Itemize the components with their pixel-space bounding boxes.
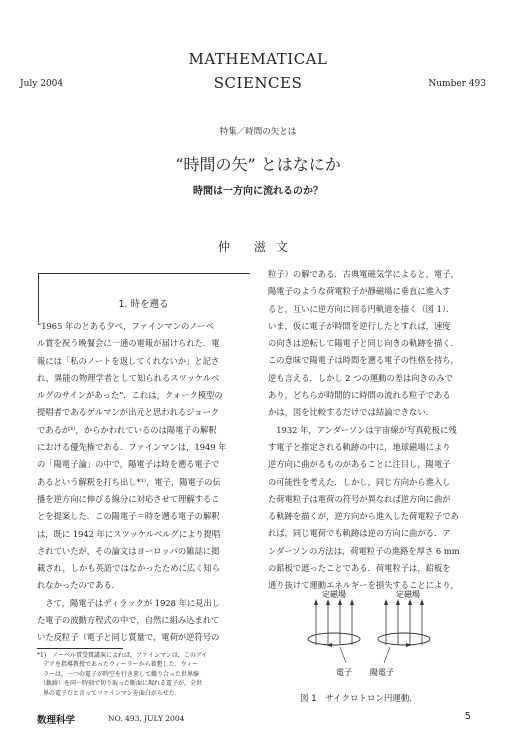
- journal-title-line1: MATHEMATICAL: [188, 50, 328, 68]
- body-text-line: ルグのサインがあった”．これは，クォーク模型の: [37, 390, 223, 401]
- page-number: 5: [464, 711, 471, 722]
- figure-label-electron: 電子: [336, 668, 352, 677]
- body-text-line: の鉛板で遮ったことである．荷電粒子は，鉛板を: [268, 563, 451, 574]
- body-text-line: れなかったのである．: [37, 580, 120, 591]
- body-text-line: の向きは逆転して陽電子と同じ向きの軌跡を描く．: [268, 338, 459, 349]
- body-text-line: 通り抜けて運動エネルギーを損失することにより，: [268, 580, 459, 591]
- body-text-line: す電子と推定される軌跡の中に，地球磁場により: [268, 441, 451, 452]
- footnote-line: 界の電子だと言ってファインマンを面白がらせた．: [37, 689, 181, 697]
- footnote-line: ラーは，一つの電子が時空を行き来して織り合った世界線: [37, 670, 200, 678]
- body-text-line: は，既に 1942 年にスツッケルベルグにより提唱: [37, 528, 221, 539]
- body-text-line: た荷電粒子は電荷の符号が異なれば逆方向に曲が: [268, 493, 451, 504]
- figure-label-left: 定磁場: [322, 590, 346, 599]
- body-text-line: いま，仮に電子が時間を逆行したとすれば，速度: [268, 320, 451, 331]
- footer-issue: NO. 493, JULY 2004: [108, 714, 185, 723]
- body-text-line: されていたが，その論文はヨーロッパの雑誌に掲: [37, 545, 220, 556]
- body-text-line: れ，異能の物理学者として知られるスツッケルベ: [37, 372, 220, 383]
- body-text-line: の可能性を考えた．しかし，同じ方向から進入し: [268, 476, 451, 487]
- body-text-line: あり，どちらが時間的に時間の流れる粒子である: [268, 390, 451, 401]
- body-column-right: [268, 266, 482, 595]
- footnote-line: デアを指導教授であったウィーラーから着想した．ウィー: [37, 661, 199, 669]
- body-text-line: 逆も言える．しかし 2 つの運動の差は向きのみで: [268, 372, 453, 383]
- figure-cyclotron: [280, 583, 480, 701]
- body-text-line: さて，陽電子はディラックが 1928 年に見出し: [37, 597, 221, 608]
- body-text-line: ンダーソンの方法は，荷電粒子の進路を厚さ 6 mm: [268, 545, 460, 556]
- author-name: 仲 滋文: [218, 240, 298, 254]
- body-text-line: この意味で陽電子は時間を遡る電子の性格を持ち，: [268, 355, 459, 366]
- body-text-line: かは，図を比較するだけでは結論できない．: [268, 407, 434, 418]
- figure-label-right: 定磁場: [396, 590, 420, 599]
- electron-direction-arrow: [326, 643, 332, 647]
- body-text-line: 逆方向に曲がるものがあることに注目し，陽電子: [268, 459, 451, 470]
- body-text-line: における優先権である．ファインマンは，1949 年: [37, 442, 227, 453]
- body-text-line: る軌跡を描くが，逆方向から進入した荷電粒子であ: [268, 511, 459, 522]
- body-text-line: 播を逆方向に伸びる線分に対応させて理解するこ: [37, 493, 220, 504]
- body-text-line: の「陽電子論」の中で，陽電子は時を遡る電子で: [37, 459, 220, 470]
- body-text-line: あるという解釈を打ち出し*¹⁾，電子，陽電子の伝: [37, 476, 221, 487]
- footer-journal: 数理科学: [37, 715, 76, 726]
- body-text-line: 陽電子のような荷電粒子が静磁場に垂直に進入す: [268, 286, 451, 297]
- body-text-line: ル賞を祝う晩餐会に一通の電報が届けられた．電: [37, 338, 220, 349]
- body-text-line: 載され，しかも英語ではなかったために広く知ら: [37, 563, 221, 574]
- body-text-line: た電子の波動方程式の中で，自然に組み込まれて: [37, 615, 220, 626]
- field-arrowheads: [314, 599, 424, 605]
- body-text-line: 提唱者であるゲルマンが出元と思われるジョーク: [37, 407, 220, 418]
- body-text-line: 報には「私のノートを返してくれないか」と記さ: [37, 355, 220, 366]
- journal-title-line2: SCIENCES: [213, 74, 303, 92]
- footnote-line: （軌跡）を同一時刻で切り取った断面に現れる電子が，全世: [37, 680, 203, 688]
- body-text-line: であるが¹⁾，からかわれているのは陽電子の解釈: [37, 424, 217, 435]
- issue-date: July 2004: [20, 79, 64, 89]
- magnetic-field-lines: [316, 603, 422, 645]
- figure-label-positron: 陽電子: [370, 668, 394, 677]
- body-text-line: “1965 年のとある夕べ，ファインマンのノーベ: [37, 321, 214, 331]
- section-heading: 1. 時を遡る: [118, 299, 169, 310]
- body-column-left: [37, 318, 251, 647]
- body-text-line: 粒子）の解である．古典電磁気学によると，電子，: [268, 269, 459, 279]
- article-subtitle: 時間は一方向に流れるのか？: [193, 186, 323, 197]
- body-text-line: いた反粒子（電子と同じ質量で，電荷が逆符号の: [37, 632, 220, 643]
- series-label: 特集／時間の矢とは: [219, 127, 297, 137]
- body-text-line: れば，同じ電荷でも軌跡は逆の方向に曲がる．ア: [268, 528, 451, 539]
- body-text-line: 1932 年，アンダーソンは宇宙線が写真乾板に残: [268, 424, 457, 435]
- positron-direction-arrow: [406, 643, 412, 647]
- footnote-rule: [37, 648, 123, 649]
- footnote-line: *1) ノーベル賞受賞講演によれば，ファインマンは，このアイ: [37, 652, 208, 659]
- body-text-line: ると，互いに逆方向に回る円軌道を描く（図 1）．: [268, 303, 455, 314]
- figure-caption: 図 1 サイクロトロン円運動．: [300, 694, 418, 704]
- body-text-line: とを提案した．この陽電子＝時を遡る電子の解釈: [37, 511, 220, 522]
- issue-number: Number 493: [428, 79, 486, 89]
- article-title: “時間の矢” とはなにか: [175, 155, 341, 174]
- footnote: [37, 651, 251, 698]
